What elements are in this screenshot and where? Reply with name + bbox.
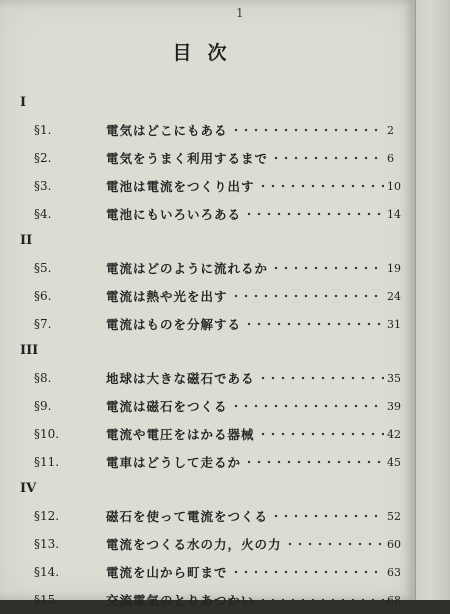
page-number: 10 <box>387 179 401 193</box>
section-number: §9. <box>34 399 52 413</box>
toc-entry <box>0 586 415 614</box>
table-of-contents <box>0 90 415 614</box>
page-number: 39 <box>387 399 401 413</box>
section-title: 電流はものを分解する <box>106 317 242 332</box>
section-title: 電流を山から町まで <box>106 565 228 580</box>
part-heading: I <box>20 95 27 110</box>
section-title: 電流は磁石をつくる <box>106 399 228 414</box>
section-number: §3. <box>34 179 52 193</box>
dot-leader <box>271 156 384 160</box>
dot-leader <box>231 570 384 574</box>
page-number: 52 <box>387 509 401 523</box>
section-title: 電池にもいろいろある <box>106 207 242 222</box>
toc-entry <box>0 282 415 310</box>
part-heading: III <box>20 343 39 358</box>
page-number: 14 <box>387 207 401 221</box>
dot-leader <box>231 404 384 408</box>
dot-leader <box>271 514 384 518</box>
dot-leader <box>258 598 384 602</box>
page-number: 6 <box>387 151 394 165</box>
toc-entry <box>0 254 415 282</box>
toc-entry <box>0 502 415 530</box>
section-number: §8. <box>34 371 52 385</box>
toc-entry <box>0 420 415 448</box>
section-title: 電気をうまく利用するまで <box>106 151 269 166</box>
dot-leader <box>258 376 384 380</box>
section-number: §11. <box>34 455 60 469</box>
toc-entry <box>0 144 415 172</box>
toc-entry <box>0 448 415 476</box>
page-number: 60 <box>387 537 401 551</box>
section-title: 電気はどこにもある <box>106 123 228 138</box>
page-number: 42 <box>387 427 401 441</box>
page-number: 19 <box>387 261 401 275</box>
section-number: §5. <box>34 261 52 275</box>
dot-leader <box>231 294 384 298</box>
part-heading: II <box>20 233 33 248</box>
page-number: 45 <box>387 455 401 469</box>
toc-entry <box>0 310 415 338</box>
section-number: §1. <box>34 123 52 137</box>
section-title: 電流は熱や光を出す <box>106 289 228 304</box>
section-title: 電流はどのように流れるか <box>106 261 269 276</box>
dot-leader <box>244 322 384 326</box>
toc-entry <box>0 200 415 228</box>
toc-entry <box>0 558 415 586</box>
section-number: §2. <box>34 151 52 165</box>
adjacent-page-edge <box>415 0 450 600</box>
page-number: 63 <box>387 565 401 579</box>
toc-entry <box>0 530 415 558</box>
section-title: 電車はどうして走るか <box>106 455 242 470</box>
page-number: 2 <box>387 123 394 137</box>
section-title: 電池は電流をつくり出す <box>106 179 255 194</box>
section-title: 電流をつくる水の力，火の力 <box>106 537 282 552</box>
section-number: §6. <box>34 289 52 303</box>
dot-leader <box>258 432 384 436</box>
dot-leader <box>231 128 384 132</box>
section-title: 電流や電圧をはかる器械 <box>106 427 255 442</box>
section-title: 地球は大きな磁石である <box>106 371 255 386</box>
page-mark: 1 <box>236 6 244 20</box>
page-number: 68 <box>387 593 401 607</box>
toc-entry <box>0 116 415 144</box>
toc-entry <box>0 172 415 200</box>
section-number: §13. <box>34 537 60 551</box>
part-heading: IV <box>20 481 37 496</box>
page-number: 31 <box>387 317 401 331</box>
toc-entry <box>0 364 415 392</box>
toc-entry <box>0 392 415 420</box>
page-number: 35 <box>387 371 401 385</box>
section-title: 磁石を使って電流をつくる <box>106 509 269 524</box>
dot-leader <box>271 266 384 270</box>
dot-leader <box>285 542 384 546</box>
section-number: §12. <box>34 509 60 523</box>
dot-leader <box>258 184 384 188</box>
section-number: §10. <box>34 427 60 441</box>
section-number: §4. <box>34 207 52 221</box>
dot-leader <box>244 212 384 216</box>
section-number: §14. <box>34 565 60 579</box>
page-number: 24 <box>387 289 401 303</box>
dot-leader <box>244 460 384 464</box>
section-number: §7. <box>34 317 52 331</box>
section-title: 交流電気のとりあつかい <box>106 593 255 608</box>
page-title: 目次 <box>172 42 243 64</box>
section-number: §15. <box>34 593 60 607</box>
